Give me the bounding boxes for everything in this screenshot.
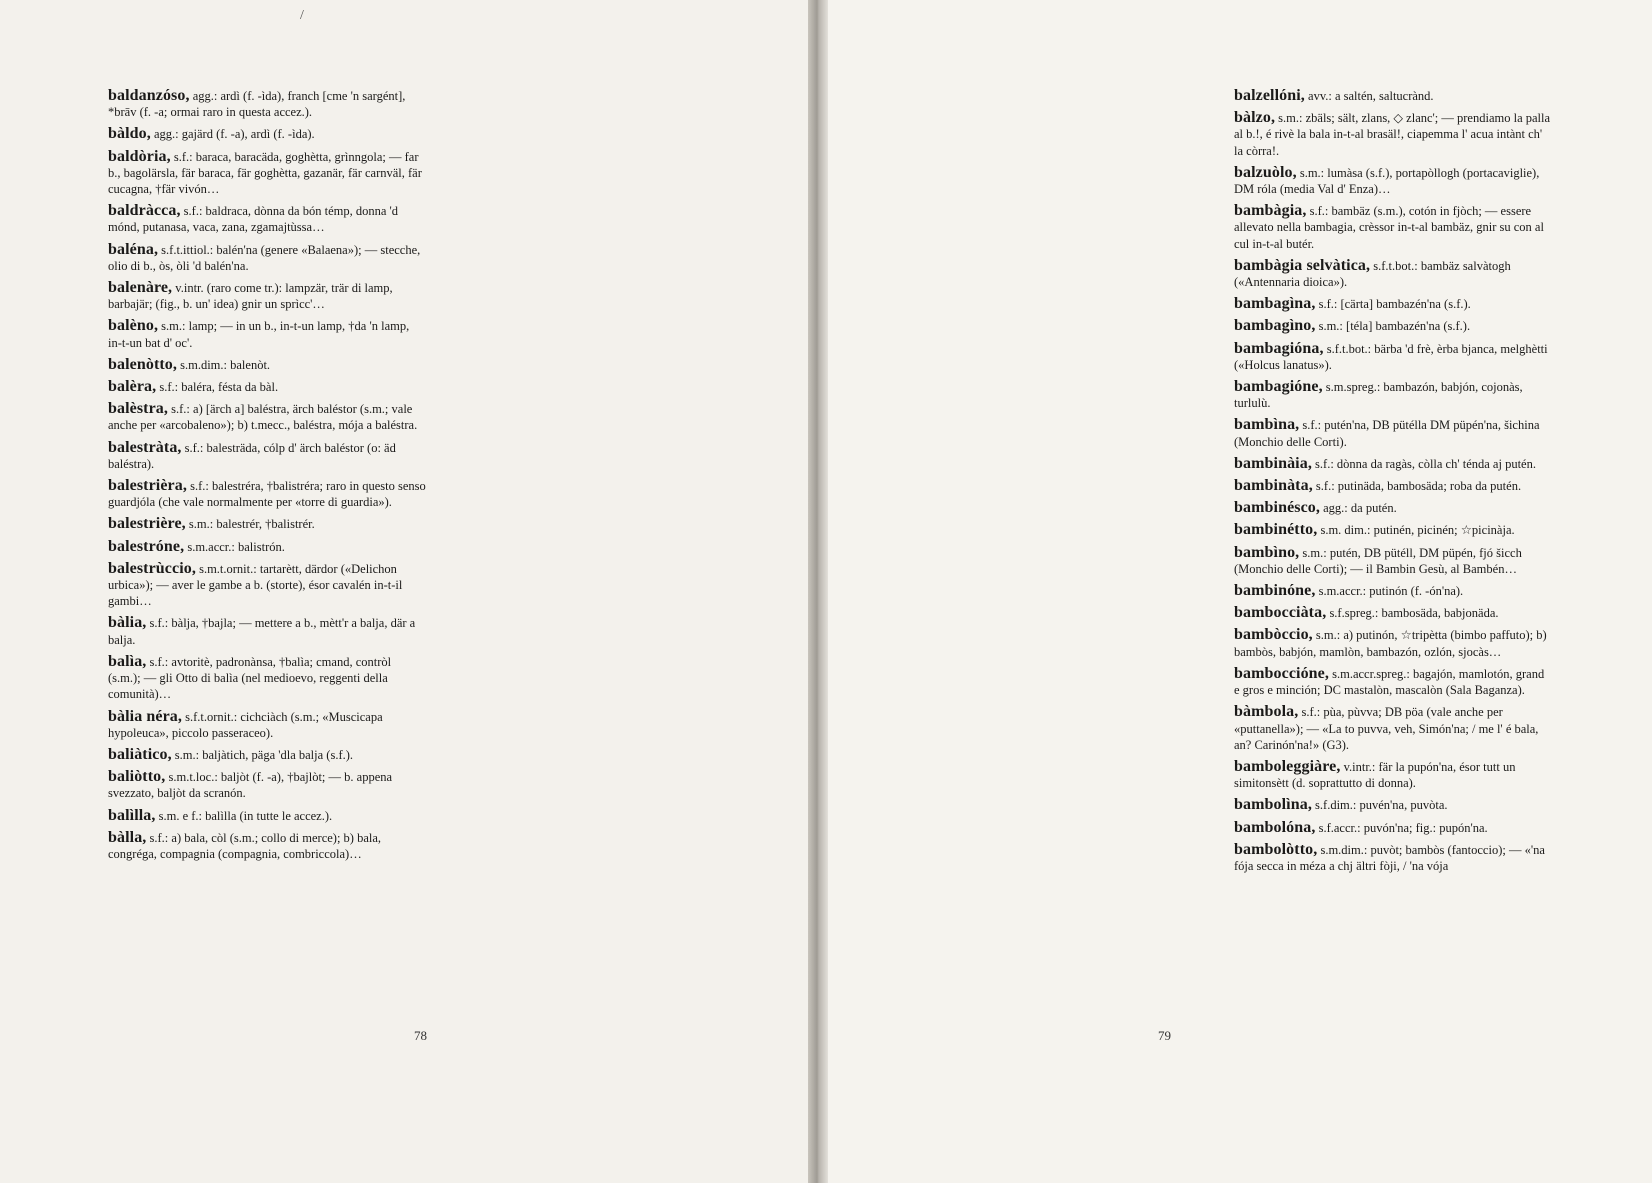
page-mark: / xyxy=(300,8,304,23)
headword: balestrière, xyxy=(108,515,186,533)
entry xyxy=(1234,704,1552,753)
definition: s.f.t.ornit.: cichciàch (s.m.; «Muscicapa hypoleuca», piccolo passeraceo). xyxy=(108,709,383,740)
definition: s.m. e f.: balìlla (in tutte le accez.). xyxy=(158,808,333,823)
headword: bambinàia, xyxy=(1234,454,1312,472)
definition: s.f.: baraca, baracäda, goghètta, grìnngola; — far b., bagolärsla, fär baraca, fär goghètta, gazanär, fär carnväl, fär cucagna, †fär vivón… xyxy=(108,149,422,197)
entry xyxy=(108,440,426,472)
headword: bamboleggiàre, xyxy=(1234,757,1341,775)
entry xyxy=(108,280,426,312)
headword: baldanzóso, xyxy=(108,87,190,104)
definition: s.m.: [téla] bambazén'na (s.f.). xyxy=(1318,319,1471,334)
entry xyxy=(1234,203,1552,252)
headword: bambolóna, xyxy=(1234,818,1316,836)
entry xyxy=(108,561,426,610)
entry xyxy=(108,830,426,862)
entry xyxy=(108,149,426,198)
entry xyxy=(1234,318,1552,334)
right-page xyxy=(828,0,1652,1183)
definition: s.f.: avtoritè, padronànsa, †balìa; cmand, contròl (s.m.); — gli Otto di balìa (nel medioevo, reggenti della comunità)… xyxy=(108,654,392,702)
headword: baliòtto, xyxy=(108,768,166,786)
definition: s.f.: bambäz (s.m.), cotón in fjòch; — essere allevato nella bambagia, crèssor in-t-al bambäz, gnir su con al cul in-t-al butér. xyxy=(1234,204,1544,251)
entry xyxy=(108,654,426,703)
definition: s.f.t.bot.: bärba 'd frè, èrba bjanca, melghètti («Holcus lanatus»). xyxy=(1234,341,1548,372)
entry xyxy=(108,126,426,142)
headword: balèno, xyxy=(108,317,159,335)
definition: s.m.spreg.: bambazón, babjón, cojonàs, turlulù. xyxy=(1234,380,1523,411)
definition: s.m. dim.: putinén, picinén; ☆picinàja. xyxy=(1320,523,1515,538)
definition: s.m.: zbäls; sält, zlans, ◇ zlanc'; — prendiamo la palla al b.!, é rivè la bala in-t-al brasäl!, ciapemma l' acua intànt ch' la còrra!. xyxy=(1234,111,1551,158)
entry xyxy=(108,478,426,510)
definition: s.f.: baléra, fésta da bàl. xyxy=(159,380,279,395)
headword: bambàgia, xyxy=(1234,202,1307,220)
page-number: 79 xyxy=(1158,1028,1171,1043)
definition: s.f.: putén'na, DB pütélla DM püpén'na, šichina (Monchio delle Corti). xyxy=(1234,418,1540,449)
headword: bambinóne, xyxy=(1234,582,1316,600)
entry xyxy=(1234,820,1552,836)
entry xyxy=(1234,88,1552,104)
definition: s.m.: baljàtich, päga 'dla balja (s.f.). xyxy=(174,747,354,762)
headword: bambolìna, xyxy=(1234,796,1312,814)
entry xyxy=(108,615,426,647)
definition: v.intr. (raro come tr.): lampzär, trär di lamp, barbajär; (fig., b. un' idea) gnir un sprìcc'… xyxy=(108,281,393,312)
entry xyxy=(108,357,426,373)
entry xyxy=(108,516,426,532)
headword: baldòria, xyxy=(108,147,171,165)
headword: bambocciàta, xyxy=(1234,604,1327,622)
entry xyxy=(1234,627,1552,659)
headword: baléna, xyxy=(108,240,159,258)
definition: s.m.: a) putinón, ☆tripètta (bimbo paffuto); b) bambòs, babjón, mamlòn, bambazón, ozlón, sjocàs… xyxy=(1234,628,1547,659)
entry xyxy=(108,318,426,350)
headword: bambagióne, xyxy=(1234,378,1323,396)
entry xyxy=(1234,797,1552,813)
headword: bàlzo, xyxy=(1234,109,1276,127)
entry xyxy=(1234,842,1552,874)
definition: s.f.: bàlja, †bajla; — mettere a b., mètt'r a balja, där a balja. xyxy=(108,616,416,647)
entry xyxy=(1234,258,1552,290)
definition: s.f.: pùa, pùvva; DB pöa (vale anche per «puttanella»); — «La to puvva, veh, Simón'na; / me l' é bala, an? Carinón'na!» (G3). xyxy=(1234,705,1539,752)
headword: bàlla, xyxy=(108,828,147,846)
definition: s.m.: putén, DB pütéll, DM püpén, fjó šicch (Monchio delle Corti); — il Bambin Gesù, al Bambén… xyxy=(1234,545,1522,576)
definition: s.m.t.ornit.: tartarètt, därdor («Delichon urbica»); — aver le gambe a b. (storte), ésor cavalén in-t-il gambi… xyxy=(108,561,403,609)
definition: s.m.t.loc.: baljòt (f. -a), †bajlòt; — b. appena svezzato, baljòt da scranón. xyxy=(108,770,393,801)
headword: bambagióna, xyxy=(1234,339,1324,357)
definition: s.m.accr.: balistrón. xyxy=(187,539,285,554)
definition: s.f.spreg.: bambosäda, babjonäda. xyxy=(1329,606,1499,621)
definition: s.m.accr.spreg.: bagajón, mamlotón, grand e gros e minción; DC mastalòn, mascalòn (Sala Baganza). xyxy=(1234,666,1545,698)
headword: bàlia, xyxy=(108,614,147,632)
definition: s.f.t.bot.: bambäz salvàtogh («Antennaria dioica»). xyxy=(1234,258,1511,290)
definition: avv.: a saltén, saltucrànd. xyxy=(1308,89,1434,103)
entry xyxy=(1234,605,1552,621)
definition: s.f.t.ittiol.: balén'na (genere «Balaena»); — stecche, olio di b., òs, òli 'd balén'na. xyxy=(108,242,421,273)
headword: balestrièra, xyxy=(108,477,187,495)
definition: s.m.: balestrér, †balistrér. xyxy=(188,517,315,532)
headword: bambagìno, xyxy=(1234,317,1316,335)
headword: bàlia néra, xyxy=(108,707,182,725)
entry xyxy=(108,808,426,824)
definition: s.f.: a) bala, còl (s.m.; collo di merce); b) bala, congréga, compagnia (compagnia, combriccola)… xyxy=(108,830,382,861)
left-page xyxy=(0,0,808,1183)
entry xyxy=(108,747,426,763)
headword: balenàre, xyxy=(108,279,173,297)
entry xyxy=(1234,583,1552,599)
definition: s.m.accr.: putinón (f. -ón'na). xyxy=(1318,584,1464,599)
entry xyxy=(1234,478,1552,494)
entry xyxy=(108,88,426,120)
headword: balìlla, xyxy=(108,806,156,824)
headword: bambinàta, xyxy=(1234,477,1313,495)
headword: bamboccióne, xyxy=(1234,664,1329,682)
headword: balèstra, xyxy=(108,400,169,418)
definition: s.m.dim.: puvòt; bambòs (fantoccio); — «'na fója secca in méza a chj ältri fòji, / 'na vója xyxy=(1234,842,1545,873)
definition: agg.: gajärd (f. -a), ardì (f. -ìda). xyxy=(153,127,315,142)
definition: s.f.dim.: puvén'na, puvòta. xyxy=(1315,798,1448,813)
headword: balestrùccio, xyxy=(108,559,196,577)
entry xyxy=(1234,500,1552,516)
headword: balestràta, xyxy=(108,438,182,456)
entry xyxy=(1234,341,1552,373)
book-gutter xyxy=(808,0,828,1183)
headword: bambìno, xyxy=(1234,543,1300,561)
headword: balzuòlo, xyxy=(1234,163,1297,181)
headword: bàldo, xyxy=(108,125,151,143)
definition: s.f.: [cärta] bambazén'na (s.f.). xyxy=(1318,297,1471,312)
entry xyxy=(1234,379,1552,411)
entry xyxy=(108,242,426,274)
entry xyxy=(1234,456,1552,472)
entry xyxy=(1234,759,1552,791)
definition: s.f.: baldraca, dònna da bón témp, donna 'd mónd, putanasa, vaca, zana, zgamajtùssa… xyxy=(108,204,399,235)
definition: agg.: da putén. xyxy=(1323,501,1397,516)
definition: s.m.: lumàsa (s.f.), portapòllogh (portacaviglie), DM róla (media Val d' Enza)… xyxy=(1234,165,1540,197)
headword: bambinétto, xyxy=(1234,521,1318,539)
definition: s.m.: lamp; — in un b., in-t-un lamp, †da 'n lamp, in-t-un bat d' oc'. xyxy=(108,319,410,350)
definition: s.f.: dònna da ragàs, còlla ch' ténda aj putén. xyxy=(1315,456,1536,471)
definition: s.f.: putinäda, bambosäda; roba da putén. xyxy=(1315,479,1522,494)
definition: v.intr.: fär la pupón'na, ésor tutt un simitonsètt (d. soprattutto di donna). xyxy=(1234,759,1516,791)
left-column-1 xyxy=(108,88,426,868)
headword: baldràcca, xyxy=(108,202,181,220)
definition: s.f.accr.: puvón'na; fig.: pupón'na. xyxy=(1318,820,1488,835)
headword: bambagìna, xyxy=(1234,295,1316,313)
headword: balèra, xyxy=(108,378,157,396)
entry xyxy=(1234,545,1552,577)
headword: bàmbola, xyxy=(1234,703,1299,721)
entry xyxy=(108,203,426,235)
headword: balenòtto, xyxy=(108,355,177,373)
headword: baliàtico, xyxy=(108,745,172,763)
page-number: 78 xyxy=(414,1028,427,1043)
entry xyxy=(108,769,426,801)
headword: balìa, xyxy=(108,652,147,670)
entry xyxy=(1234,110,1552,159)
entry xyxy=(1234,165,1552,197)
entry xyxy=(1234,666,1552,698)
entry xyxy=(1234,296,1552,312)
definition: agg.: ardì (f. -ìda), franch [cme 'n sargént], *brāv (f. -a; ormai raro in questa accez.). xyxy=(108,89,406,120)
entry xyxy=(108,401,426,433)
entry xyxy=(108,709,426,741)
right-column-2 xyxy=(1234,88,1552,880)
entry xyxy=(1234,417,1552,449)
definition: s.f.: a) [ärch a] baléstra, ärch baléstor (s.m.; vale anche per «arcobaleno»); b) t.mecc., baléstra, mója a baléstra. xyxy=(108,402,418,433)
headword: bambolòtto, xyxy=(1234,840,1318,858)
definition: s.m.dim.: balenòt. xyxy=(180,357,271,372)
entry xyxy=(1234,522,1552,538)
headword: balzellóni, xyxy=(1234,87,1305,104)
headword: bambìna, xyxy=(1234,416,1300,434)
entry xyxy=(108,539,426,555)
headword: bambinésco, xyxy=(1234,499,1320,517)
headword: bambòccio, xyxy=(1234,626,1313,644)
definition: s.f.: balestréra, †balistréra; raro in questo senso guardjóla (che vale normalmente per «torre di guardia»). xyxy=(108,479,426,510)
headword: bambàgia selvàtica, xyxy=(1234,256,1371,274)
definition: s.f.: balesträda, cólp d' ärch baléstor (o: äd baléstra). xyxy=(108,440,396,471)
entry xyxy=(108,379,426,395)
headword: balestróne, xyxy=(108,537,185,555)
